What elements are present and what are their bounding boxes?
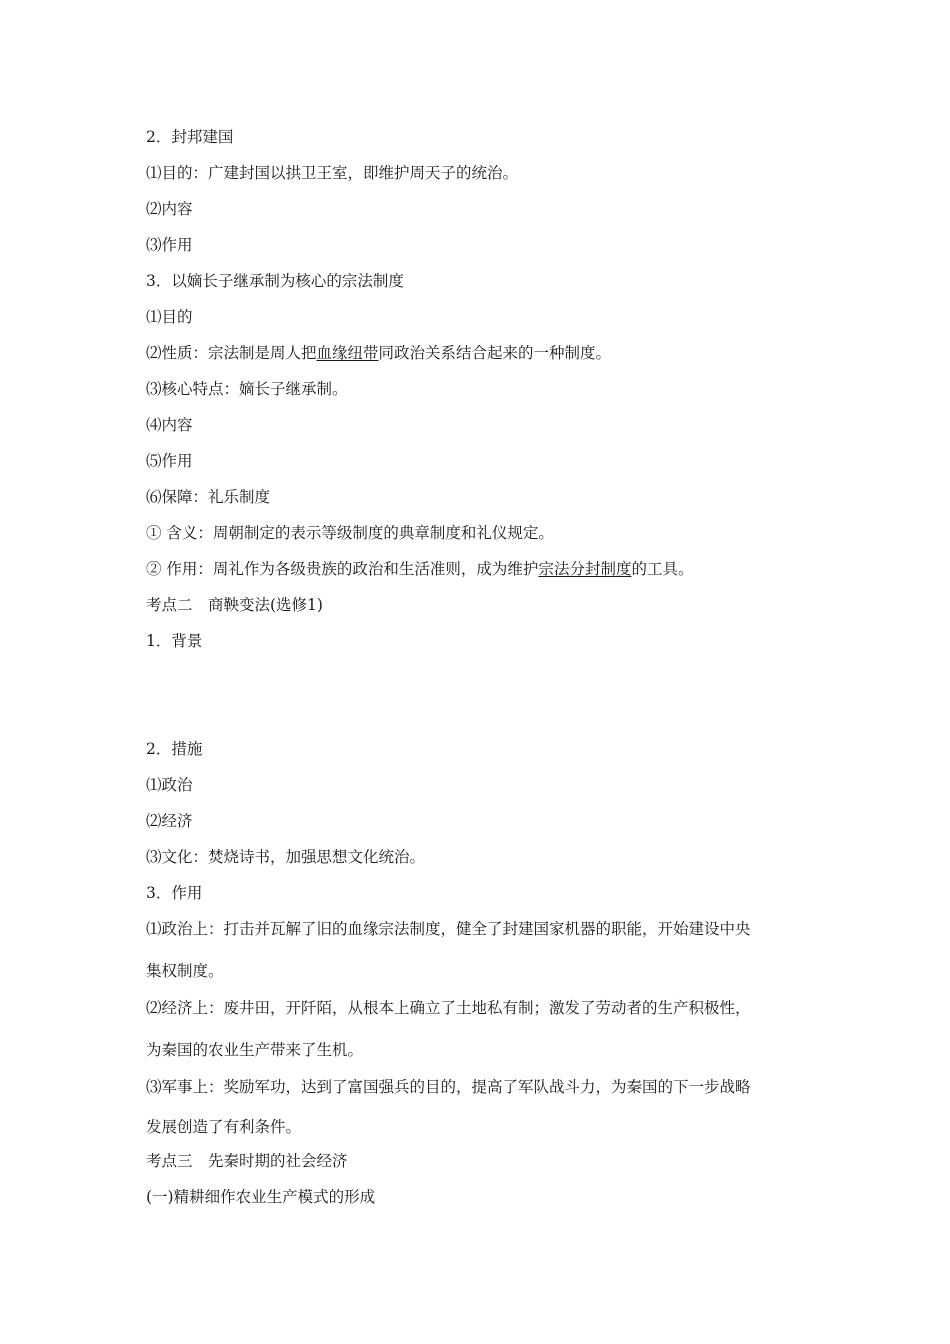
item-meaning: ① 含义：周朝制定的表示等级制度的典章制度和礼仪规定。	[146, 524, 554, 542]
item-nature-text-1: ⑵性质：宗法制是周人把	[146, 344, 317, 362]
effect-military-line1: ⑶军事上：奖励军功，达到了富国强兵的目的，提高了军队战斗力，为秦国的下一步战略	[146, 1078, 751, 1096]
subsection-heading: (一)精耕细作农业生产模式的形成	[146, 1188, 376, 1206]
underlined-blood-ties: 血缘纽带	[316, 344, 379, 362]
topic-two-heading: 考点二 商鞅变法(选修1)	[146, 596, 323, 614]
item-nature	[146, 343, 611, 363]
heading-feudal-states: 2．封邦建国	[146, 128, 234, 146]
item-content: ⑵内容	[146, 200, 193, 218]
item-culture: ⑶文化：焚烧诗书，加强思想文化统治。	[146, 848, 426, 866]
heading-patriarchal-system: 3．以嫡长子继承制为核心的宗法制度	[146, 272, 404, 290]
item-content-2: ⑷内容	[146, 416, 193, 434]
item-function-text-2: 的工具。	[631, 560, 694, 578]
item-guarantee: ⑹保障：礼乐制度	[146, 488, 271, 506]
item-purpose-2: ⑴目的	[146, 308, 193, 326]
item-effect-2: ⑸作用	[146, 452, 193, 470]
item-politics: ⑴政治	[146, 776, 193, 794]
item-measures: 2．措施	[146, 740, 203, 758]
effect-political-line2: 集权制度。	[146, 962, 224, 980]
item-economy: ⑵经济	[146, 812, 193, 830]
item-effects-heading: 3．作用	[146, 884, 203, 902]
effect-economic-line1: ⑵经济上：废井田，开阡陌，从根本上确立了土地私有制；激发了劳动者的生产积极性，	[146, 999, 751, 1017]
topic-three-heading: 考点三 先秦时期的社会经济	[146, 1152, 348, 1170]
effect-military-line2: 发展创造了有利条件。	[146, 1118, 302, 1136]
underlined-enfeoffment-system: 宗法分封制度	[538, 560, 632, 578]
item-background: 1．背景	[146, 632, 203, 650]
item-effect: ⑶作用	[146, 236, 193, 254]
item-nature-text-2: 同政治关系结合起来的一种制度。	[378, 344, 612, 362]
effect-economic-line2: 为秦国的农业生产带来了生机。	[146, 1041, 364, 1059]
item-core-feature: ⑶核心特点：嫡长子继承制。	[146, 380, 348, 398]
effect-political-line1: ⑴政治上：打击并瓦解了旧的血缘宗法制度，健全了封建国家机器的职能，开始建设中央	[146, 920, 751, 938]
item-function	[146, 559, 693, 579]
item-purpose: ⑴目的：广建封国以拱卫王室，即维护周天子的统治。	[146, 164, 519, 182]
item-function-text-1: ② 作用：周礼作为各级贵族的政治和生活准则，成为维护	[146, 560, 539, 578]
